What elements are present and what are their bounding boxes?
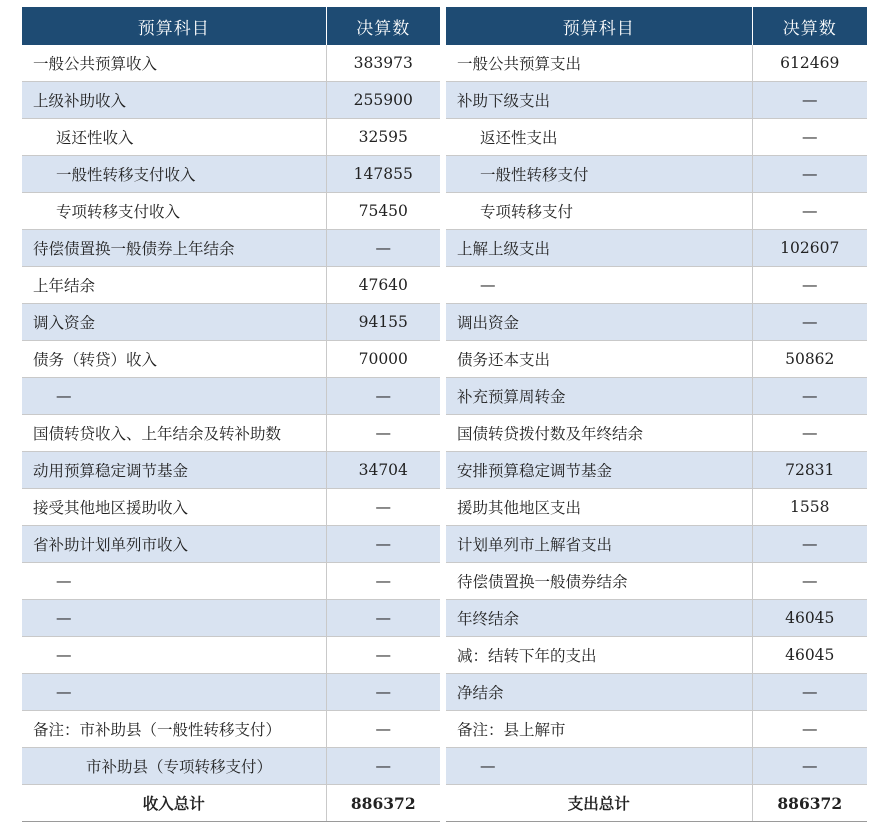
income-table-row [22, 230, 440, 267]
income-table-row [22, 267, 440, 304]
income-header-amount: 决算数 [326, 7, 440, 45]
expense-row-amount: 102607 [752, 230, 867, 267]
income-total-row [22, 785, 440, 822]
income-row-subject: 专项转移支付收入 [22, 193, 326, 230]
income-row-amount: — [326, 637, 440, 674]
expense-table-row [446, 600, 867, 637]
expense-row-amount: — [752, 82, 867, 119]
expense-row-subject: 年终结余 [446, 600, 752, 637]
income-row-subject: 一般性转移支付收入 [22, 156, 326, 193]
income-row-amount: 32595 [326, 119, 440, 156]
income-total-amount: 886372 [326, 785, 440, 822]
income-row-subject: 接受其他地区援助收入 [22, 489, 326, 526]
expense-row-amount: — [752, 563, 867, 600]
expense-row-subject: 调出资金 [446, 304, 752, 341]
income-row-amount: — [326, 711, 440, 748]
income-row-subject: 一般公共预算收入 [22, 45, 326, 82]
income-row-subject: 上级补助收入 [22, 82, 326, 119]
expense-row-subject: 返还性支出 [446, 119, 752, 156]
income-table-row [22, 489, 440, 526]
income-table-row [22, 82, 440, 119]
expense-table-row [446, 452, 867, 489]
income-row-subject: — [22, 674, 326, 711]
income-row-subject: 返还性收入 [22, 119, 326, 156]
income-table-row [22, 341, 440, 378]
expense-total-label: 支出总计 [446, 785, 752, 822]
income-row-subject: 待偿债置换一般债券上年结余 [22, 230, 326, 267]
expense-row-subject: 安排预算稳定调节基金 [446, 452, 752, 489]
income-row-amount: 94155 [326, 304, 440, 341]
income-row-subject: 市补助县（专项转移支付） [22, 748, 326, 785]
expense-row-subject: — [446, 267, 752, 304]
income-row-subject: — [22, 637, 326, 674]
income-row-amount: 255900 [326, 82, 440, 119]
income-row-amount: 383973 [326, 45, 440, 82]
income-row-amount: — [326, 415, 440, 452]
income-row-amount: — [326, 748, 440, 785]
income-row-subject: 债务（转贷）收入 [22, 341, 326, 378]
income-row-amount: — [326, 563, 440, 600]
income-row-amount: 34704 [326, 452, 440, 489]
expense-row-subject: 一般公共预算支出 [446, 45, 752, 82]
income-table-row [22, 378, 440, 415]
income-table-row [22, 748, 440, 785]
expense-row-subject: 补助下级支出 [446, 82, 752, 119]
expense-table-row [446, 415, 867, 452]
income-table-row [22, 452, 440, 489]
income-row-amount: 47640 [326, 267, 440, 304]
expense-table-row [446, 378, 867, 415]
income-header-subject: 预算科目 [22, 7, 326, 45]
income-row-amount: — [326, 526, 440, 563]
expense-row-amount: — [752, 119, 867, 156]
expense-table-row [446, 82, 867, 119]
expense-table-row [446, 341, 867, 378]
expense-row-subject: 备注：县上解市 [446, 711, 752, 748]
income-row-amount: — [326, 230, 440, 267]
expense-table-row [446, 489, 867, 526]
expense-row-amount: — [752, 711, 867, 748]
expense-header-subject: 预算科目 [446, 7, 752, 45]
income-table-row [22, 156, 440, 193]
income-table-row [22, 193, 440, 230]
income-table-row [22, 674, 440, 711]
expense-table-row [446, 230, 867, 267]
expense-table-row [446, 156, 867, 193]
income-row-subject: 调入资金 [22, 304, 326, 341]
expense-row-amount: 1558 [752, 489, 867, 526]
income-table-row [22, 563, 440, 600]
income-row-subject: — [22, 600, 326, 637]
income-row-subject: — [22, 563, 326, 600]
expense-table-row [446, 563, 867, 600]
income-row-amount: — [326, 600, 440, 637]
expense-row-subject: 上解上级支出 [446, 230, 752, 267]
expense-row-subject: 净结余 [446, 674, 752, 711]
income-table-row [22, 526, 440, 563]
expense-table-row [446, 304, 867, 341]
income-row-amount: — [326, 378, 440, 415]
expense-row-amount: — [752, 267, 867, 304]
income-total-label: 收入总计 [22, 785, 326, 822]
expense-total-amount: 886372 [752, 785, 867, 822]
income-row-amount: — [326, 674, 440, 711]
expense-row-amount: — [752, 748, 867, 785]
expense-row-subject: 债务还本支出 [446, 341, 752, 378]
expense-row-amount: 72831 [752, 452, 867, 489]
expense-row-amount: — [752, 526, 867, 563]
expense-row-amount: — [752, 378, 867, 415]
expense-row-subject: — [446, 748, 752, 785]
income-table-row [22, 119, 440, 156]
expense-row-subject: 援助其他地区支出 [446, 489, 752, 526]
income-table [22, 7, 440, 822]
expense-row-amount: — [752, 674, 867, 711]
income-header-row [22, 7, 440, 45]
expense-row-amount: 612469 [752, 45, 867, 82]
expense-row-amount: — [752, 156, 867, 193]
expense-row-subject: 专项转移支付 [446, 193, 752, 230]
expense-table-row [446, 267, 867, 304]
income-row-subject: 动用预算稳定调节基金 [22, 452, 326, 489]
income-row-subject: 国债转贷收入、上年结余及转补助数 [22, 415, 326, 452]
expense-table-row [446, 119, 867, 156]
income-row-subject: 省补助计划单列市收入 [22, 526, 326, 563]
expense-row-subject: 补充预算周转金 [446, 378, 752, 415]
expense-total-row [446, 785, 867, 822]
expense-table-row [446, 526, 867, 563]
income-row-subject: — [22, 378, 326, 415]
expense-row-subject: 减：结转下年的支出 [446, 637, 752, 674]
income-table-row [22, 415, 440, 452]
expense-row-subject: 一般性转移支付 [446, 156, 752, 193]
expense-table-row [446, 637, 867, 674]
expense-header-amount: 决算数 [752, 7, 867, 45]
income-row-subject: 上年结余 [22, 267, 326, 304]
expense-row-amount: — [752, 415, 867, 452]
expense-table-row [446, 748, 867, 785]
expense-row-subject: 国债转贷拨付数及年终结余 [446, 415, 752, 452]
expense-header-row [446, 7, 867, 45]
income-row-amount: 147855 [326, 156, 440, 193]
income-row-amount: 75450 [326, 193, 440, 230]
expense-row-amount: — [752, 193, 867, 230]
income-row-amount: — [326, 489, 440, 526]
income-row-amount: 70000 [326, 341, 440, 378]
income-row-subject: 备注：市补助县（一般性转移支付） [22, 711, 326, 748]
expense-table-row [446, 711, 867, 748]
expense-row-amount: 46045 [752, 637, 867, 674]
expense-row-subject: 待偿债置换一般债券结余 [446, 563, 752, 600]
expense-row-amount: 50862 [752, 341, 867, 378]
income-table-row [22, 304, 440, 341]
expense-table [446, 7, 867, 822]
expense-table-row [446, 45, 867, 82]
income-table-row [22, 45, 440, 82]
expense-table-row [446, 674, 867, 711]
expense-table-row [446, 193, 867, 230]
income-table-row [22, 711, 440, 748]
expense-row-amount: — [752, 304, 867, 341]
income-table-row [22, 637, 440, 674]
expense-row-subject: 计划单列市上解省支出 [446, 526, 752, 563]
income-table-row [22, 600, 440, 637]
expense-row-amount: 46045 [752, 600, 867, 637]
